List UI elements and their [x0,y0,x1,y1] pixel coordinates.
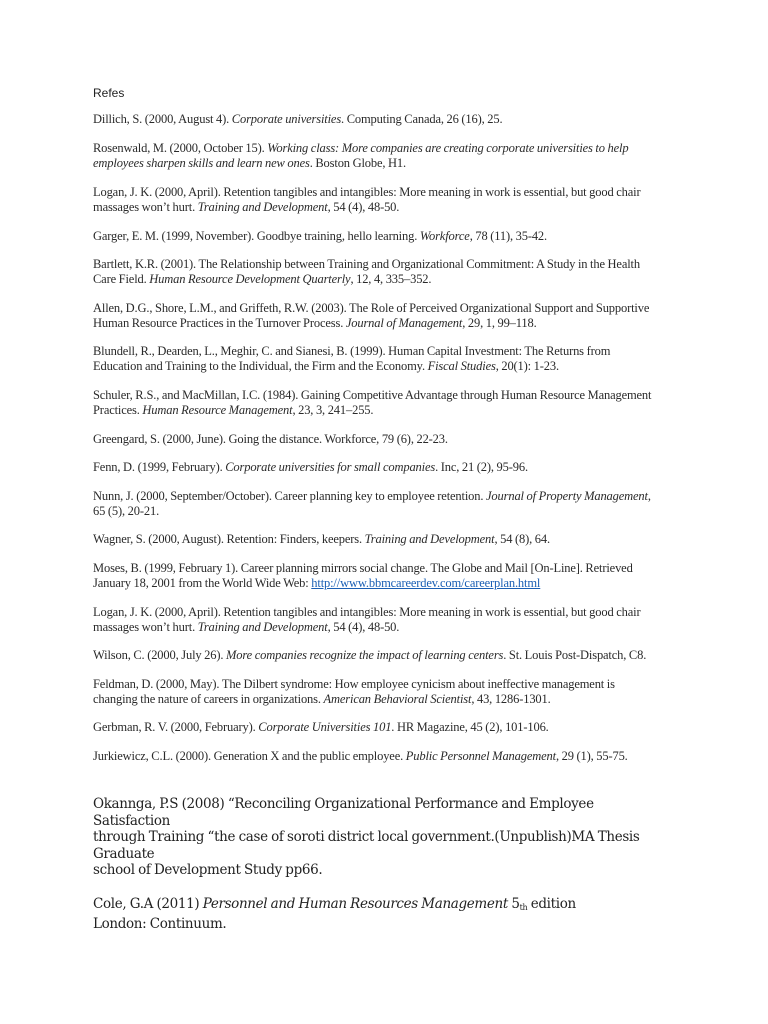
ref-source: , 29, 1, 99–118. [462,315,537,330]
okannga-line: Graduate [93,845,155,862]
ref-text: Schuler, R.S., and MacMillan, I.C. (1984). Gaining Competitive Advantage through Human Resource Management Practices. [93,388,652,418]
ref-text: Nunn, J. (2000, September/October). Career planning key to employee retention. [93,488,487,503]
ref-title: Corporate universities [231,112,342,126]
ref-title: Journal of Management [345,315,463,330]
reference-entry [93,489,653,519]
ref-source: , 54 (4), 48-50. [327,619,400,634]
ref-text: Logan, J. K. (2000, April). Retention tangibles and intangibles: More meaning in work is essential, but good chair massages won’t hurt. [93,604,641,634]
ref-source: , 12, 4, 335–352. [350,272,432,287]
ref-title: Training and Development [197,200,328,215]
reference-list [93,112,653,778]
ref-source: . Computing Canada, 26 (16), 25. [341,112,503,126]
ref-source: . St. Louis Post-Dispatch, C8. [503,648,647,663]
okannga-line: through Training “the case of soroti district local government.(Unpublish)MA Thesis [93,829,640,845]
ref-text: Greengard, S. (2000, June). Going the distance. Workforce, 79 (6), 22-23. [93,431,448,446]
ref-title: Human Resource Development Quarterly [149,272,351,287]
reference-entry [93,677,653,707]
ref-text: Garger, E. M. (1999, November). Goodbye training, hello learning. [93,228,420,243]
ref-source: , 20(1): 1-23. [495,359,559,374]
ref-source: , 78 (11), 35-42. [469,228,548,243]
reference-entry [93,720,653,735]
ref-text: Wagner, S. (2000, August). Retention: Finders, keepers. [93,532,365,547]
ref-text: Moses, B. (1999, February 1). Career planning mirrors social change. The Globe and Mail [On-Line]. Retrieved January 18, 2001 from the World Wide Web: [93,561,633,591]
reference-entry [93,432,653,447]
ref-title: Corporate universities for small companies [225,460,436,475]
okannga-line: school of Development Study pp66. [93,862,323,878]
references-heading: Refes [93,86,125,100]
ref-text: Jurkiewicz, C.L. (2000). Generation X and the public employee. [93,749,406,763]
edition-number: 5 [507,895,520,912]
ref-text: Gerbman, R. V. (2000, February). [93,720,259,735]
reference-entry [93,460,653,475]
reference-entry-cole [93,896,673,933]
ref-text: Allen, D.G., Shore, L.M., and Griffeth, R.W. (2003). The Role of Perceived Organizational Support and Supportive Human Resource Practices in the Turnover Process. [93,300,650,330]
okannga-line: Okannga, P.S (2008) “Reconciling Organizational Performance and Employee Satisfaction [93,796,594,829]
reference-entry [93,388,653,418]
ref-text: Fenn, D. (1999, February). [93,460,226,475]
ref-source: , 54 (4), 48-50. [327,200,400,215]
additional-references [93,796,673,950]
reference-entry-okannga [93,796,673,879]
ref-title: American Behavioral Scientist [323,691,472,706]
reference-entry [93,301,653,331]
ref-title: More companies recognize the impact of learning centers [226,648,504,663]
ref-text: Bartlett, K.R. (2001). The Relationship between Training and Organizational Commitment: A Study in the Health Care Field. [93,257,640,287]
reference-entry [93,141,653,171]
reference-entry [93,185,653,215]
cole-line: London: Continuum. [93,916,227,932]
ref-text: Wilson, C. (2000, July 26). [93,648,227,663]
ref-title: Training and Development [364,532,495,547]
edition-suffix: th [519,902,528,912]
reference-entry-moses [93,561,653,591]
ref-title: Public Personnel Management [405,749,556,763]
reference-entry [93,532,653,547]
reference-entry [93,344,653,374]
ref-source: , 23, 3, 241–255. [292,403,374,418]
ref-title: Training and Development [197,619,328,634]
reference-entry [93,229,653,244]
ref-source: . HR Magazine, 45 (2), 101-106. [391,720,549,735]
ref-source: . Inc, 21 (2), 95-96. [435,460,528,475]
ref-text: Feldman, D. (2000, May). The Dilbert syndrome: How employee cynicism about ineffective management is changing the nature of careers in organizations. [93,676,615,706]
ref-source: , 29 (1), 55-75. [555,749,628,763]
ref-text: Rosenwald, M. (2000, October 15). [93,140,268,155]
reference-entry [93,257,653,287]
ref-source: , 65 (5), 20-21. [93,488,651,518]
ref-title: Human Resource Management [142,403,293,418]
cole-line [93,896,673,917]
ref-text: Cole, G.A (2011) [93,895,203,912]
reference-entry [93,112,653,127]
ref-title: Journal of Property Management [486,488,648,503]
ref-source: , 54 (8), 64. [494,532,550,547]
ref-title: Fiscal Studies [427,359,496,374]
ref-source: . Boston Globe, H1. [309,155,406,170]
ref-text: Logan, J. K. (2000, April). Retention tangibles and intangibles: More meaning in work is essential, but good chair massages won’t hurt. [93,185,641,215]
edition-word: edition [527,895,576,912]
ref-title: Workforce [419,228,470,243]
ref-text: Blundell, R., Dearden, L., Meghir, C. and Sianesi, B. (1999). Human Capital Investment: The Returns from Education and Training to the Individual, the Firm and the Economy. [93,344,611,374]
reference-entry [93,648,653,663]
ref-source: , 43, 1286-1301. [471,691,551,706]
careerplan-link[interactable]: http://www.bbmcareerdev.com/careerplan.html [311,576,541,591]
ref-title: Corporate Universities 101 [258,720,392,735]
ref-title: Working class: More companies are creating corporate universities to help employees sharpen skills and learn new ones [93,140,629,170]
ref-title: Personnel and Human Resources Management [202,895,508,912]
reference-entry [93,749,653,764]
ref-text: Dillich, S. (2000, August 4). [93,112,232,126]
reference-entry [93,605,653,635]
